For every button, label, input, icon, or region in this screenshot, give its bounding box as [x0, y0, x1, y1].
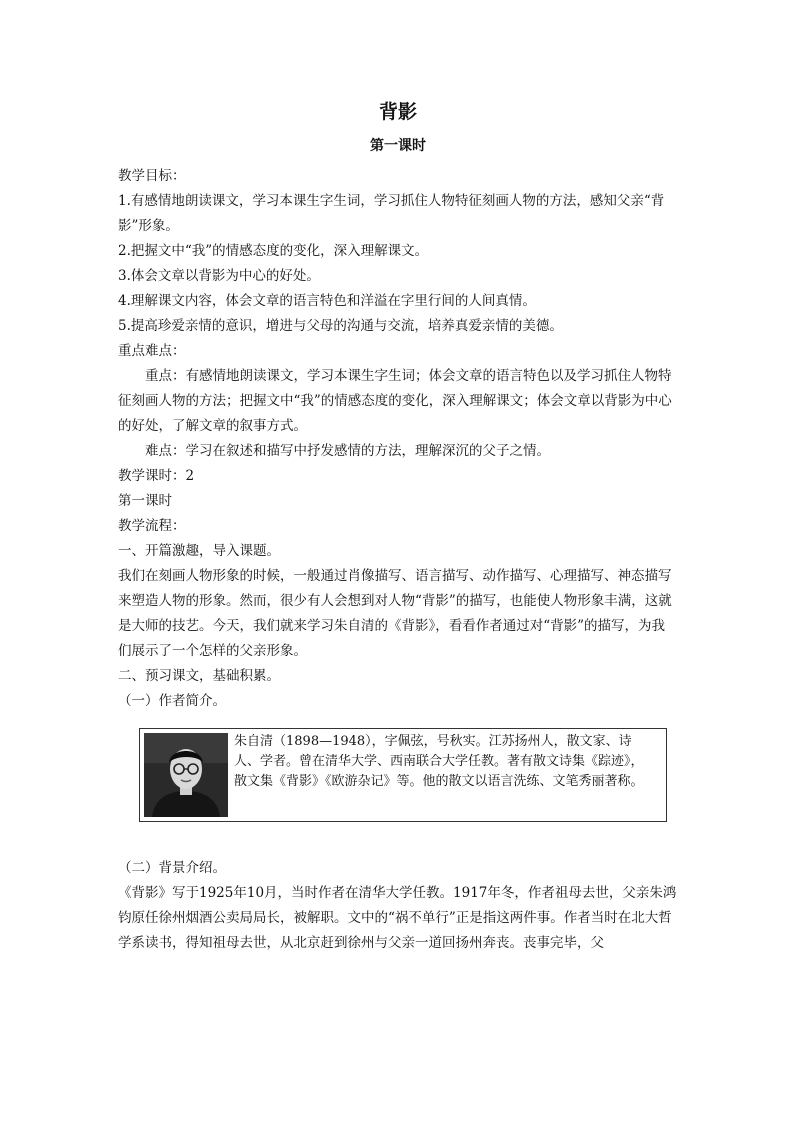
objective-item-2: 2.把握文中“我”的情感态度的变化，深入理解课文。 [118, 243, 429, 259]
process-heading: 教学流程： [118, 518, 186, 534]
lesson-label: 第一课时 [118, 493, 172, 509]
document-title: 背影 [378, 101, 417, 123]
teaching-hours: 教学课时：2 [118, 468, 195, 484]
background-heading: （二）背景介绍。 [118, 860, 226, 876]
difficult-points: 难点：学习在叙述和描写中抒发感情的方法，理解深沉的父子之情。 [145, 443, 550, 459]
keypoints-heading: 重点难点： [118, 343, 186, 359]
document-body [118, 100, 678, 956]
author-heading: （一）作者简介。 [118, 693, 226, 709]
objective-item-1: 1.有感情地朗读课文，学习本课生字生词，学习抓住人物特征刻画人物的方法，感知父亲“背影”形象。 [118, 193, 665, 234]
document-subtitle: 第一课时 [370, 138, 426, 154]
author-info-box [139, 728, 667, 822]
section2-heading: 二、预习课文，基础积累。 [118, 668, 280, 684]
section1-text: 我们在刻画人物形象的时候，一般通过肖像描写、语言描写、动作描写、心理描写、神态描写来塑造人物的形象。然而，很少有人会想到对人物“背影”的描写，也能使人物形象丰满，这就是大师的技艺。今天，我们就来学习朱自清的《背影》，看看作者通过对“背影”的描写，为我们展示了一个怎样的父亲形象。 [118, 568, 672, 659]
objective-item-4: 4.理解课文内容，体会文章的语言特色和洋溢在字里行间的人间真情。 [118, 293, 536, 309]
section1-heading: 一、开篇激趣，导入课题。 [118, 543, 280, 559]
objective-item-3: 3.体会文章以背影为中心的好处。 [118, 268, 320, 284]
author-portrait [144, 733, 228, 817]
objective-item-5: 5.提高珍爱亲情的意识，增进与父母的沟通与交流，培养真爱亲情的美德。 [118, 318, 563, 334]
background-text: 《背影》写于1925年10月，当时作者在清华大学任教。1917年冬，作者祖母去世，父亲朱鸿钧原任徐州烟酒公卖局局长，被解职。文中的“祸不单行”正是指这两件事。作者当时在北大哲学系读书，得知祖母去世，从北京赶到徐州与父亲一道回扬州奔丧。丧事完毕，父 [118, 885, 677, 951]
author-bio: 朱自清（1898—1948），字佩弦，号秋实。江苏扬州人，散文家、诗人、学者。曾在清华大学、西南联合大学任教。著有散文诗集《踪迹》，散文集《背影》《欧游杂记》等。他的散文以语言洗练、文笔秀丽著称。 [234, 734, 644, 789]
key-points: 重点：有感情地朗读课文，学习本课生字生词；体会文章的语言特色以及学习抓住人物特征刻画人物的方法；把握文中“我”的情感态度的变化，深入理解课文；体会文章以背影为中心的好处，了解文章的叙事方式。 [118, 368, 672, 434]
objectives-heading: 教学目标： [118, 168, 186, 184]
